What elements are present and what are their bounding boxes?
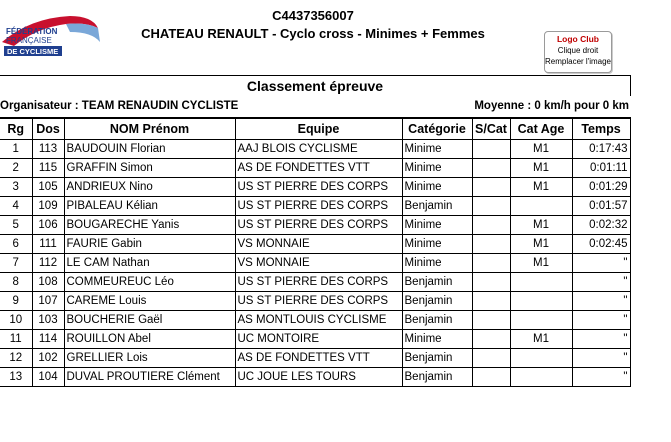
cell-equipe: AS DE FONDETTES VTT — [235, 159, 402, 178]
cell-equipe: AS DE FONDETTES VTT — [235, 349, 402, 368]
cell-cat: Minime — [402, 178, 472, 197]
cell-catage: M1 — [510, 140, 572, 159]
cell-temps: 0:17:43 — [572, 140, 630, 159]
cell-dos: 108 — [32, 273, 64, 292]
cell-temps: 0:02:32 — [572, 216, 630, 235]
cell-temps: " — [572, 311, 630, 330]
cell-temps: 0:01:57 — [572, 197, 630, 216]
ffc-logo-line2: FRANÇAISE — [6, 36, 52, 45]
cell-scat — [472, 368, 510, 387]
cell-temps: " — [572, 330, 630, 349]
cell-rg: 9 — [0, 292, 32, 311]
cell-dos: 115 — [32, 159, 64, 178]
table-row — [0, 273, 630, 292]
cell-catage — [510, 273, 572, 292]
cell-dos: 102 — [32, 349, 64, 368]
cell-rg: 2 — [0, 159, 32, 178]
cell-dos: 104 — [32, 368, 64, 387]
cell-cat: Minime — [402, 235, 472, 254]
table-row — [0, 330, 630, 349]
cell-scat — [472, 273, 510, 292]
col-temps: Temps — [572, 118, 630, 140]
cell-catage: M1 — [510, 254, 572, 273]
cell-catage — [510, 197, 572, 216]
cell-cat: Benjamin — [402, 273, 472, 292]
cell-scat — [472, 216, 510, 235]
cell-nom: PIBALEAU Kélian — [64, 197, 235, 216]
cell-nom: BAUDOUIN Florian — [64, 140, 235, 159]
cell-rg: 12 — [0, 349, 32, 368]
cell-nom: BOUCHERIE Gaël — [64, 311, 235, 330]
cell-nom: FAURIE Gabin — [64, 235, 235, 254]
cell-scat — [472, 330, 510, 349]
cell-catage — [510, 368, 572, 387]
cell-temps: 0:02:45 — [572, 235, 630, 254]
cell-scat — [472, 178, 510, 197]
table-row — [0, 311, 630, 330]
cell-rg: 11 — [0, 330, 32, 349]
cell-equipe: US ST PIERRE DES CORPS — [235, 273, 402, 292]
cell-dos: 111 — [32, 235, 64, 254]
cell-dos: 105 — [32, 178, 64, 197]
cell-temps: " — [572, 368, 630, 387]
cell-scat — [472, 311, 510, 330]
cell-rg: 1 — [0, 140, 32, 159]
cell-nom: CAREME Louis — [64, 292, 235, 311]
cell-equipe: VS MONNAIE — [235, 235, 402, 254]
cell-equipe: AS MONTLOUIS CYCLISME — [235, 311, 402, 330]
col-scat: S/Cat — [472, 118, 510, 140]
cell-dos: 103 — [32, 311, 64, 330]
table-row — [0, 197, 630, 216]
cell-equipe: UC JOUE LES TOURS — [235, 368, 402, 387]
cell-scat — [472, 140, 510, 159]
event-code: C4437356007 — [272, 8, 354, 23]
cell-temps: " — [572, 349, 630, 368]
cell-catage: M1 — [510, 159, 572, 178]
table-row — [0, 216, 630, 235]
cell-cat: Benjamin — [402, 349, 472, 368]
average-speed: Moyenne : 0 km/h pour 0 km — [474, 100, 629, 112]
cell-temps: " — [572, 254, 630, 273]
table-row — [0, 178, 630, 197]
cell-nom: LE CAM Nathan — [64, 254, 235, 273]
cell-scat — [472, 159, 510, 178]
table-row — [0, 235, 630, 254]
cell-catage — [510, 349, 572, 368]
cell-cat: Minime — [402, 140, 472, 159]
col-nom: NOM Prénom — [64, 118, 235, 140]
cell-dos: 113 — [32, 140, 64, 159]
ffc-logo-line1: FÉDÉRATION — [6, 27, 58, 36]
cell-catage: M1 — [510, 216, 572, 235]
cell-cat: Benjamin — [402, 368, 472, 387]
col-catage: Cat Age — [510, 118, 572, 140]
cell-catage: M1 — [510, 178, 572, 197]
cell-catage: M1 — [510, 330, 572, 349]
col-equipe: Equipe — [235, 118, 402, 140]
cell-temps: " — [572, 292, 630, 311]
table-row — [0, 159, 630, 178]
table-row — [0, 292, 630, 311]
cell-catage — [510, 311, 572, 330]
cell-nom: ANDRIEUX Nino — [64, 178, 235, 197]
cell-cat: Minime — [402, 159, 472, 178]
cell-rg: 8 — [0, 273, 32, 292]
cell-nom: ROUILLON Abel — [64, 330, 235, 349]
table-row — [0, 368, 630, 387]
cell-temps: " — [572, 273, 630, 292]
cell-catage — [510, 292, 572, 311]
cell-cat: Minime — [402, 254, 472, 273]
cell-scat — [472, 197, 510, 216]
table-row — [0, 140, 630, 159]
cell-rg: 10 — [0, 311, 32, 330]
cell-cat: Benjamin — [402, 197, 472, 216]
cell-scat — [472, 349, 510, 368]
cell-nom: BOUGARECHE Yanis — [64, 216, 235, 235]
club-logo-line2: Remplacer l'image — [545, 57, 611, 66]
event-title: CHATEAU RENAULT - Cyclo cross - Minimes + Femmes — [141, 26, 485, 41]
cell-rg: 6 — [0, 235, 32, 254]
cell-temps: 0:01:11 — [572, 159, 630, 178]
cell-nom: GRAFFIN Simon — [64, 159, 235, 178]
cell-dos: 106 — [32, 216, 64, 235]
cell-nom: GRELLIER Lois — [64, 349, 235, 368]
col-categorie: Catégorie — [402, 118, 472, 140]
cell-equipe: US ST PIERRE DES CORPS — [235, 292, 402, 311]
cell-rg: 4 — [0, 197, 32, 216]
results-table — [0, 117, 631, 387]
cell-equipe: AAJ BLOIS CYCLISME — [235, 140, 402, 159]
cell-dos: 112 — [32, 254, 64, 273]
cell-cat: Benjamin — [402, 311, 472, 330]
cell-rg: 5 — [0, 216, 32, 235]
cell-nom: COMMEUREUC Léo — [64, 273, 235, 292]
table-header-row — [0, 118, 630, 140]
cell-equipe: UC MONTOIRE — [235, 330, 402, 349]
cell-rg: 7 — [0, 254, 32, 273]
cell-equipe: US ST PIERRE DES CORPS — [235, 178, 402, 197]
cell-dos: 107 — [32, 292, 64, 311]
table-row — [0, 349, 630, 368]
club-logo-placeholder[interactable] — [544, 31, 612, 73]
cell-scat — [472, 235, 510, 254]
cell-cat: Benjamin — [402, 292, 472, 311]
col-dos: Dos — [32, 118, 64, 140]
cell-nom: DUVAL PROUTIERE Clément — [64, 368, 235, 387]
cell-cat: Minime — [402, 330, 472, 349]
cell-cat: Minime — [402, 216, 472, 235]
cell-temps: 0:01:29 — [572, 178, 630, 197]
club-logo-line1: Clique droit — [557, 46, 599, 55]
cell-equipe: VS MONNAIE — [235, 254, 402, 273]
cell-equipe: US ST PIERRE DES CORPS — [235, 197, 402, 216]
club-logo-title: Logo Club — [556, 34, 599, 44]
cell-catage: M1 — [510, 235, 572, 254]
cell-scat — [472, 254, 510, 273]
cell-scat — [472, 292, 510, 311]
cell-rg: 13 — [0, 368, 32, 387]
results-banner: Classement épreuve — [0, 75, 631, 96]
cell-equipe: US ST PIERRE DES CORPS — [235, 216, 402, 235]
cell-dos: 114 — [32, 330, 64, 349]
organizer: Organisateur : TEAM RENAUDIN CYCLISTE — [0, 100, 239, 112]
cell-rg: 3 — [0, 178, 32, 197]
cell-dos: 109 — [32, 197, 64, 216]
table-row — [0, 254, 630, 273]
col-rg: Rg — [0, 118, 32, 140]
ffc-logo-line3: DE CYCLISME — [7, 47, 59, 56]
